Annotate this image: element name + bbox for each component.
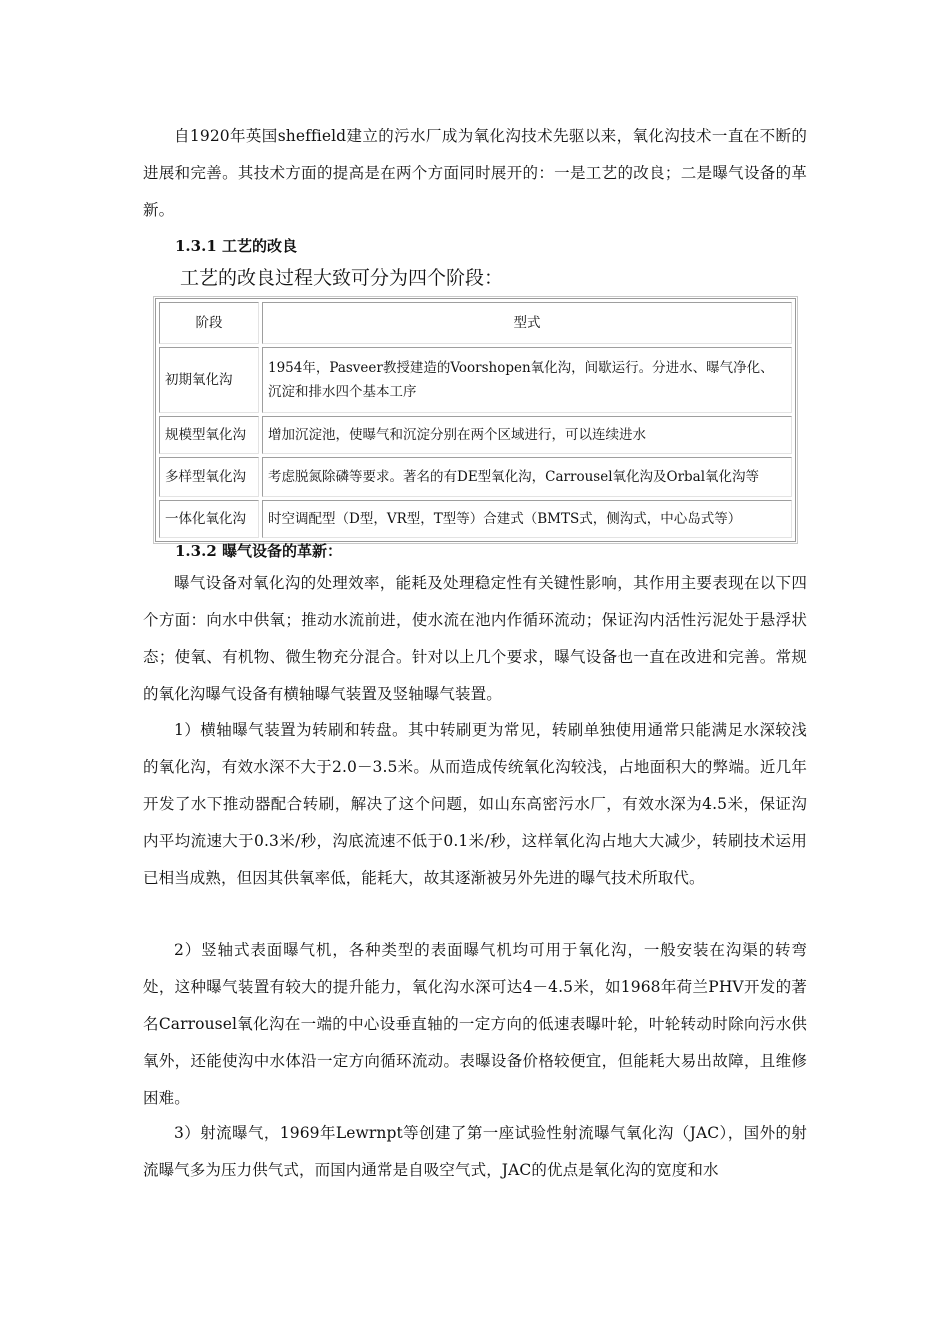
- stage-cell: 规模型氧化沟: [159, 416, 259, 454]
- stage-cell: 初期氧化沟: [159, 347, 259, 413]
- desc-cell: 增加沉淀池，使曝气和沉淀分别在两个区域进行，可以连续进水: [262, 416, 792, 454]
- table-intro-text: 工艺的改良过程大致可分为四个阶段：: [180, 267, 504, 289]
- desc-cell: 考虑脱氮除磷等要求。著名的有DE型氧化沟，Carrousel氧化沟及Orbal氧化沟等: [262, 457, 792, 497]
- intro-paragraph: 自1920年英国sheffield建立的污水厂成为氧化沟技术先驱以来，氧化沟技术一直在不断的进展和完善。其技术方面的提高是在两个方面同时展开的：一是工艺的改良；二是曝气设备的革新。: [143, 127, 807, 219]
- table-row: [159, 416, 792, 454]
- table-row: [159, 347, 792, 413]
- desc-cell: 时空调配型（D型，VR型，T型等）合建式（BMTS式，侧沟式，中心岛式等）: [262, 500, 792, 538]
- header-type: 型式: [262, 302, 792, 344]
- vertical-axis-paragraph: 2）竖轴式表面曝气机，各种类型的表面曝气机均可用于氧化沟，一般安装在沟渠的转弯处，这种曝气装置有较大的提升能力，氧化沟水深可达4－4.5米，如1968年荷兰PHV开发的著名Carrousel氧化沟在一端的中心设垂直轴的一定方向的低速表曝叶轮，叶轮转动时除向污水供氧外，还能使沟中水体沿一定方向循环流动。表曝设备价格较便宜，但能耗大易出故障，且维修困难。: [143, 941, 807, 1107]
- jet-aeration-paragraph: 3）射流曝气，1969年Lewrnpt等创建了第一座试验性射流曝气氧化沟（JAC），国外的射流曝气多为压力供气式，而国内通常是自吸空气式，JAC的优点是氧化沟的宽度和水: [143, 1124, 807, 1179]
- table-row: [159, 457, 792, 497]
- aeration-intro-paragraph: 曝气设备对氧化沟的处理效率，能耗及处理稳定性有关键性影响，其作用主要表现在以下四个方面：向水中供氧；推动水流前进，使水流在池内作循环流动；保证沟内活性污泥处于悬浮状态；使氧、有机物、微生物充分混合。针对以上几个要求，曝气设备也一直在改进和完善。常规的氧化沟曝气设备有横轴曝气装置及竖轴曝气装置。: [143, 574, 807, 703]
- table-row: [159, 500, 792, 538]
- process-stages-table: [155, 298, 796, 542]
- table-header-row: [159, 302, 792, 344]
- header-stage: 阶段: [159, 302, 259, 344]
- section-heading-1-3-2: 1.3.2 曝气设备的革新：: [175, 542, 342, 560]
- desc-cell: 1954年，Pasveer教授建造的Voorshopen氧化沟，间歇运行。分进水、曝气净化、沉淀和排水四个基本工序: [262, 347, 792, 413]
- section-heading-1-3-1: 1.3.1 工艺的改良: [175, 237, 297, 255]
- horizontal-axis-paragraph: 1）横轴曝气装置为转刷和转盘。其中转刷更为常见，转刷单独使用通常只能满足水深较浅的氧化沟，有效水深不大于2.0－3.5米。从而造成传统氧化沟较浅，占地面积大的弊端。近几年开发了水下推动器配合转刷，解决了这个问题，如山东高密污水厂，有效水深为4.5米，保证沟内平均流速大于0.3米/秒，沟底流速不低于0.1米/秒，这样氧化沟占地大大减少，转刷技术运用已相当成熟，但因其供氧率低，能耗大，故其逐渐被另外先进的曝气技术所取代。: [143, 721, 807, 887]
- stage-cell: 一体化氧化沟: [159, 500, 259, 538]
- stage-cell: 多样型氧化沟: [159, 457, 259, 497]
